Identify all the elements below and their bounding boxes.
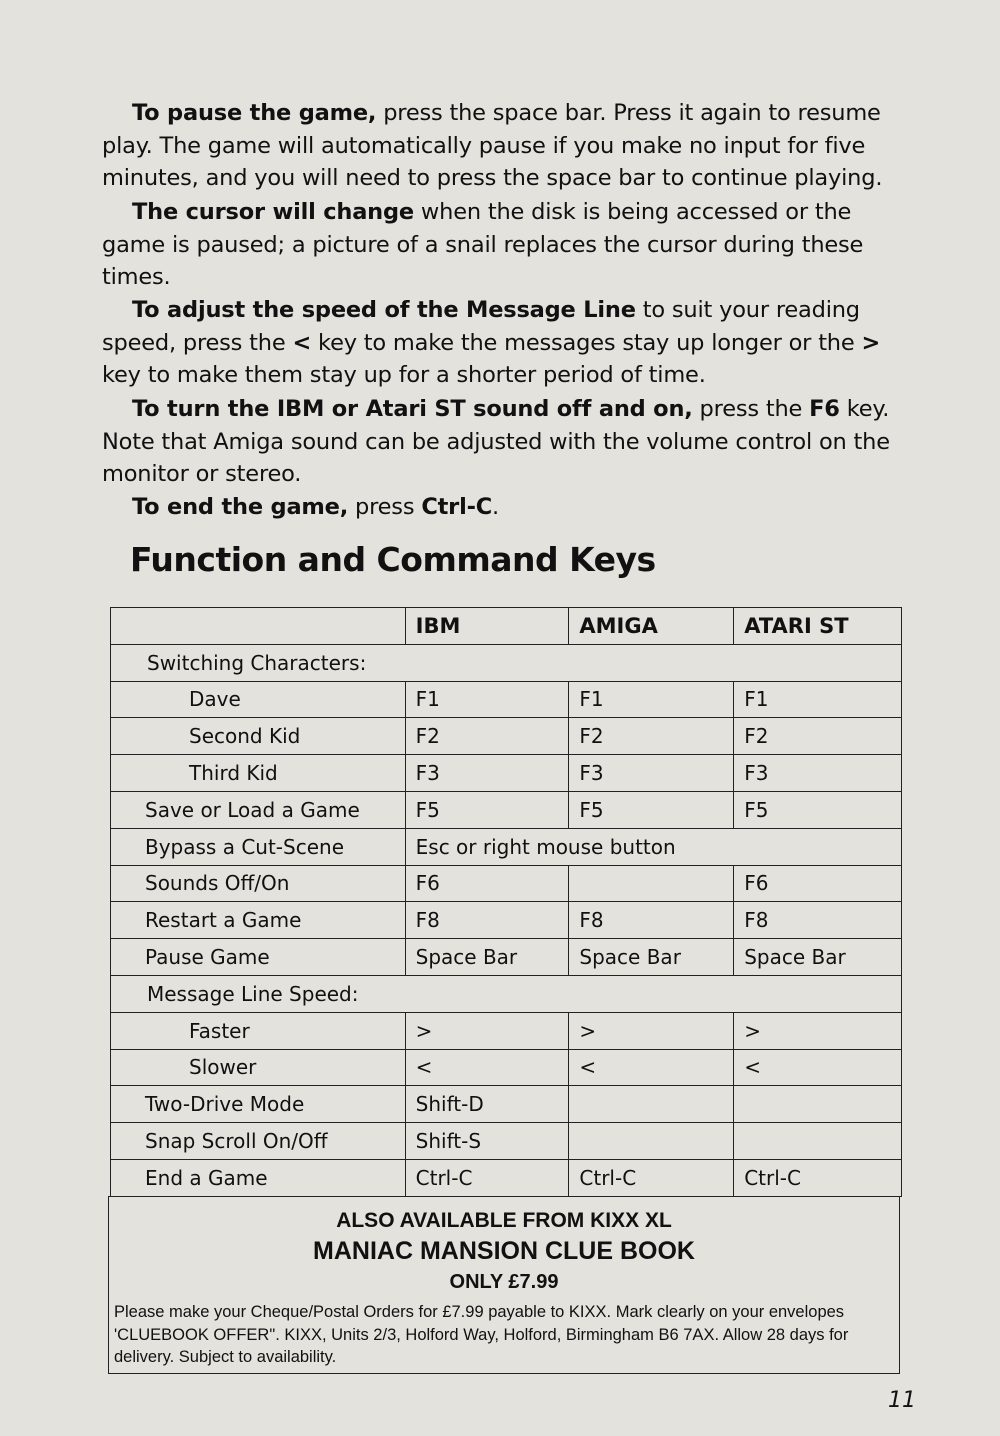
atari-key: F3 <box>734 755 902 792</box>
atari-key: F1 <box>734 681 902 718</box>
table-header-row <box>111 608 902 645</box>
all-platforms-key: Esc or right mouse button <box>405 828 901 865</box>
cursor-paragraph <box>102 196 914 294</box>
pause-lead: To pause the game, <box>132 100 377 126</box>
atari-key: F2 <box>734 718 902 755</box>
ibm-key: > <box>405 1012 569 1049</box>
offer-body: Please make your Cheque/Postal Orders for £7.99 payable to KIXX. Mark clearly on your envelopes 'CLUEBOOK OFFER". KIXX, Units 2/3, Holford Way, Holford, Birmingham B6 7AX. Allow 28 days for delivery. Subject to availability. <box>114 1303 849 1366</box>
row-label: Two-Drive Mode <box>111 1086 406 1123</box>
row-label: Snap Scroll On/Off <box>111 1123 406 1160</box>
table-row <box>111 1159 902 1196</box>
sound-paragraph <box>102 393 914 491</box>
ibm-key: F2 <box>405 718 569 755</box>
ibm-key: < <box>405 1049 569 1086</box>
table-row <box>111 902 902 939</box>
atari-key: F6 <box>734 865 902 902</box>
offer-title: MANIAC MANSION CLUE BOOK <box>313 1237 695 1265</box>
message-line-speed-label: Message Line Speed: <box>111 975 902 1012</box>
command-keys-table <box>110 607 902 1197</box>
atari-key: F5 <box>734 791 902 828</box>
row-label: Pause Game <box>111 939 406 976</box>
table-row <box>111 1086 902 1123</box>
end-text: press <box>348 494 422 520</box>
ibm-key: Shift-D <box>405 1086 569 1123</box>
offer-line1: ALSO AVAILABLE FROM KIXX XL <box>336 1209 672 1232</box>
row-label: Third Kid <box>111 755 406 792</box>
row-label: Restart a Game <box>111 902 406 939</box>
cursor-lead: The cursor will change <box>132 199 414 225</box>
amiga-key: < <box>569 1049 734 1086</box>
amiga-key <box>569 865 734 902</box>
table-row <box>111 1049 902 1086</box>
row-label: Save or Load a Game <box>111 791 406 828</box>
pause-paragraph <box>102 97 914 195</box>
amiga-key <box>569 1123 734 1160</box>
speed-text3: key to make them stay up for a shorter period of time. <box>102 362 706 388</box>
end-key: Ctrl-C <box>421 494 493 520</box>
table-row <box>111 681 902 718</box>
ibm-key: F6 <box>405 865 569 902</box>
amiga-key: F8 <box>569 902 734 939</box>
row-label: Second Kid <box>111 718 406 755</box>
amiga-key <box>569 1086 734 1123</box>
table-row <box>111 828 902 865</box>
ibm-key: F3 <box>405 755 569 792</box>
page-number: 11 <box>888 1388 916 1413</box>
amiga-key: F3 <box>569 755 734 792</box>
row-label: Faster <box>111 1012 406 1049</box>
ibm-key: Space Bar <box>405 939 569 976</box>
amiga-key: F1 <box>569 681 734 718</box>
table-row <box>111 975 902 1012</box>
ibm-key: F5 <box>405 791 569 828</box>
row-label: Bypass a Cut-Scene <box>111 828 406 865</box>
amiga-key: F5 <box>569 791 734 828</box>
row-label: Sounds Off/On <box>111 865 406 902</box>
sound-lead: To turn the IBM or Atari ST sound off and on, <box>132 396 693 422</box>
ibm-key: Shift-S <box>405 1123 569 1160</box>
table-row <box>111 644 902 681</box>
row-label: Slower <box>111 1049 406 1086</box>
header-amiga: AMIGA <box>569 608 734 645</box>
table-row <box>111 718 902 755</box>
table-row <box>111 939 902 976</box>
pause-text: press the space bar. Press it again to resume play. The game will automatically pause if you make no input for five minutes, and you will need to press the space bar to continue playing. <box>102 100 883 191</box>
speed-lead: To adjust the speed of the Message Line <box>132 297 636 323</box>
end-punct: . <box>492 494 499 520</box>
sound-text2: key. Note that Amiga sound can be adjusted with the volume control on the monitor or stereo. <box>102 396 890 487</box>
speed-key-greater: > <box>861 329 881 356</box>
offer-price: ONLY £7.99 <box>449 1271 559 1293</box>
sound-key: F6 <box>809 396 840 422</box>
end-paragraph <box>102 491 914 524</box>
header-blank <box>111 608 406 645</box>
speed-key-less: < <box>292 329 312 356</box>
ibm-key: F1 <box>405 681 569 718</box>
amiga-key: Ctrl-C <box>569 1159 734 1196</box>
atari-key <box>734 1123 902 1160</box>
section-heading: Function and Command Keys <box>130 540 656 579</box>
table-row <box>111 865 902 902</box>
header-ibm: IBM <box>405 608 569 645</box>
cluebook-offer-box <box>108 1196 900 1374</box>
atari-key: Ctrl-C <box>734 1159 902 1196</box>
amiga-key: > <box>569 1012 734 1049</box>
atari-key: > <box>734 1012 902 1049</box>
row-label: Dave <box>111 681 406 718</box>
speed-paragraph <box>102 294 914 392</box>
speed-text2: key to make the messages stay up longer or the <box>311 329 862 356</box>
table-row <box>111 755 902 792</box>
table-row <box>111 1012 902 1049</box>
sound-text1: press the <box>692 396 810 422</box>
speed-text1: to suit your reading speed, press the <box>102 297 860 356</box>
atari-key: < <box>734 1049 902 1086</box>
row-label: End a Game <box>111 1159 406 1196</box>
end-lead: To end the game, <box>132 494 349 520</box>
amiga-key: F2 <box>569 718 734 755</box>
atari-key: Space Bar <box>734 939 902 976</box>
ibm-key: F8 <box>405 902 569 939</box>
table-row <box>111 1123 902 1160</box>
cursor-text: when the disk is being accessed or the game is paused; a picture of a snail replaces the cursor during these times. <box>102 199 864 290</box>
atari-key <box>734 1086 902 1123</box>
switching-characters-label: Switching Characters: <box>111 644 902 681</box>
table-row <box>111 791 902 828</box>
header-atari: ATARI ST <box>734 608 902 645</box>
atari-key: F8 <box>734 902 902 939</box>
ibm-key: Ctrl-C <box>405 1159 569 1196</box>
amiga-key: Space Bar <box>569 939 734 976</box>
